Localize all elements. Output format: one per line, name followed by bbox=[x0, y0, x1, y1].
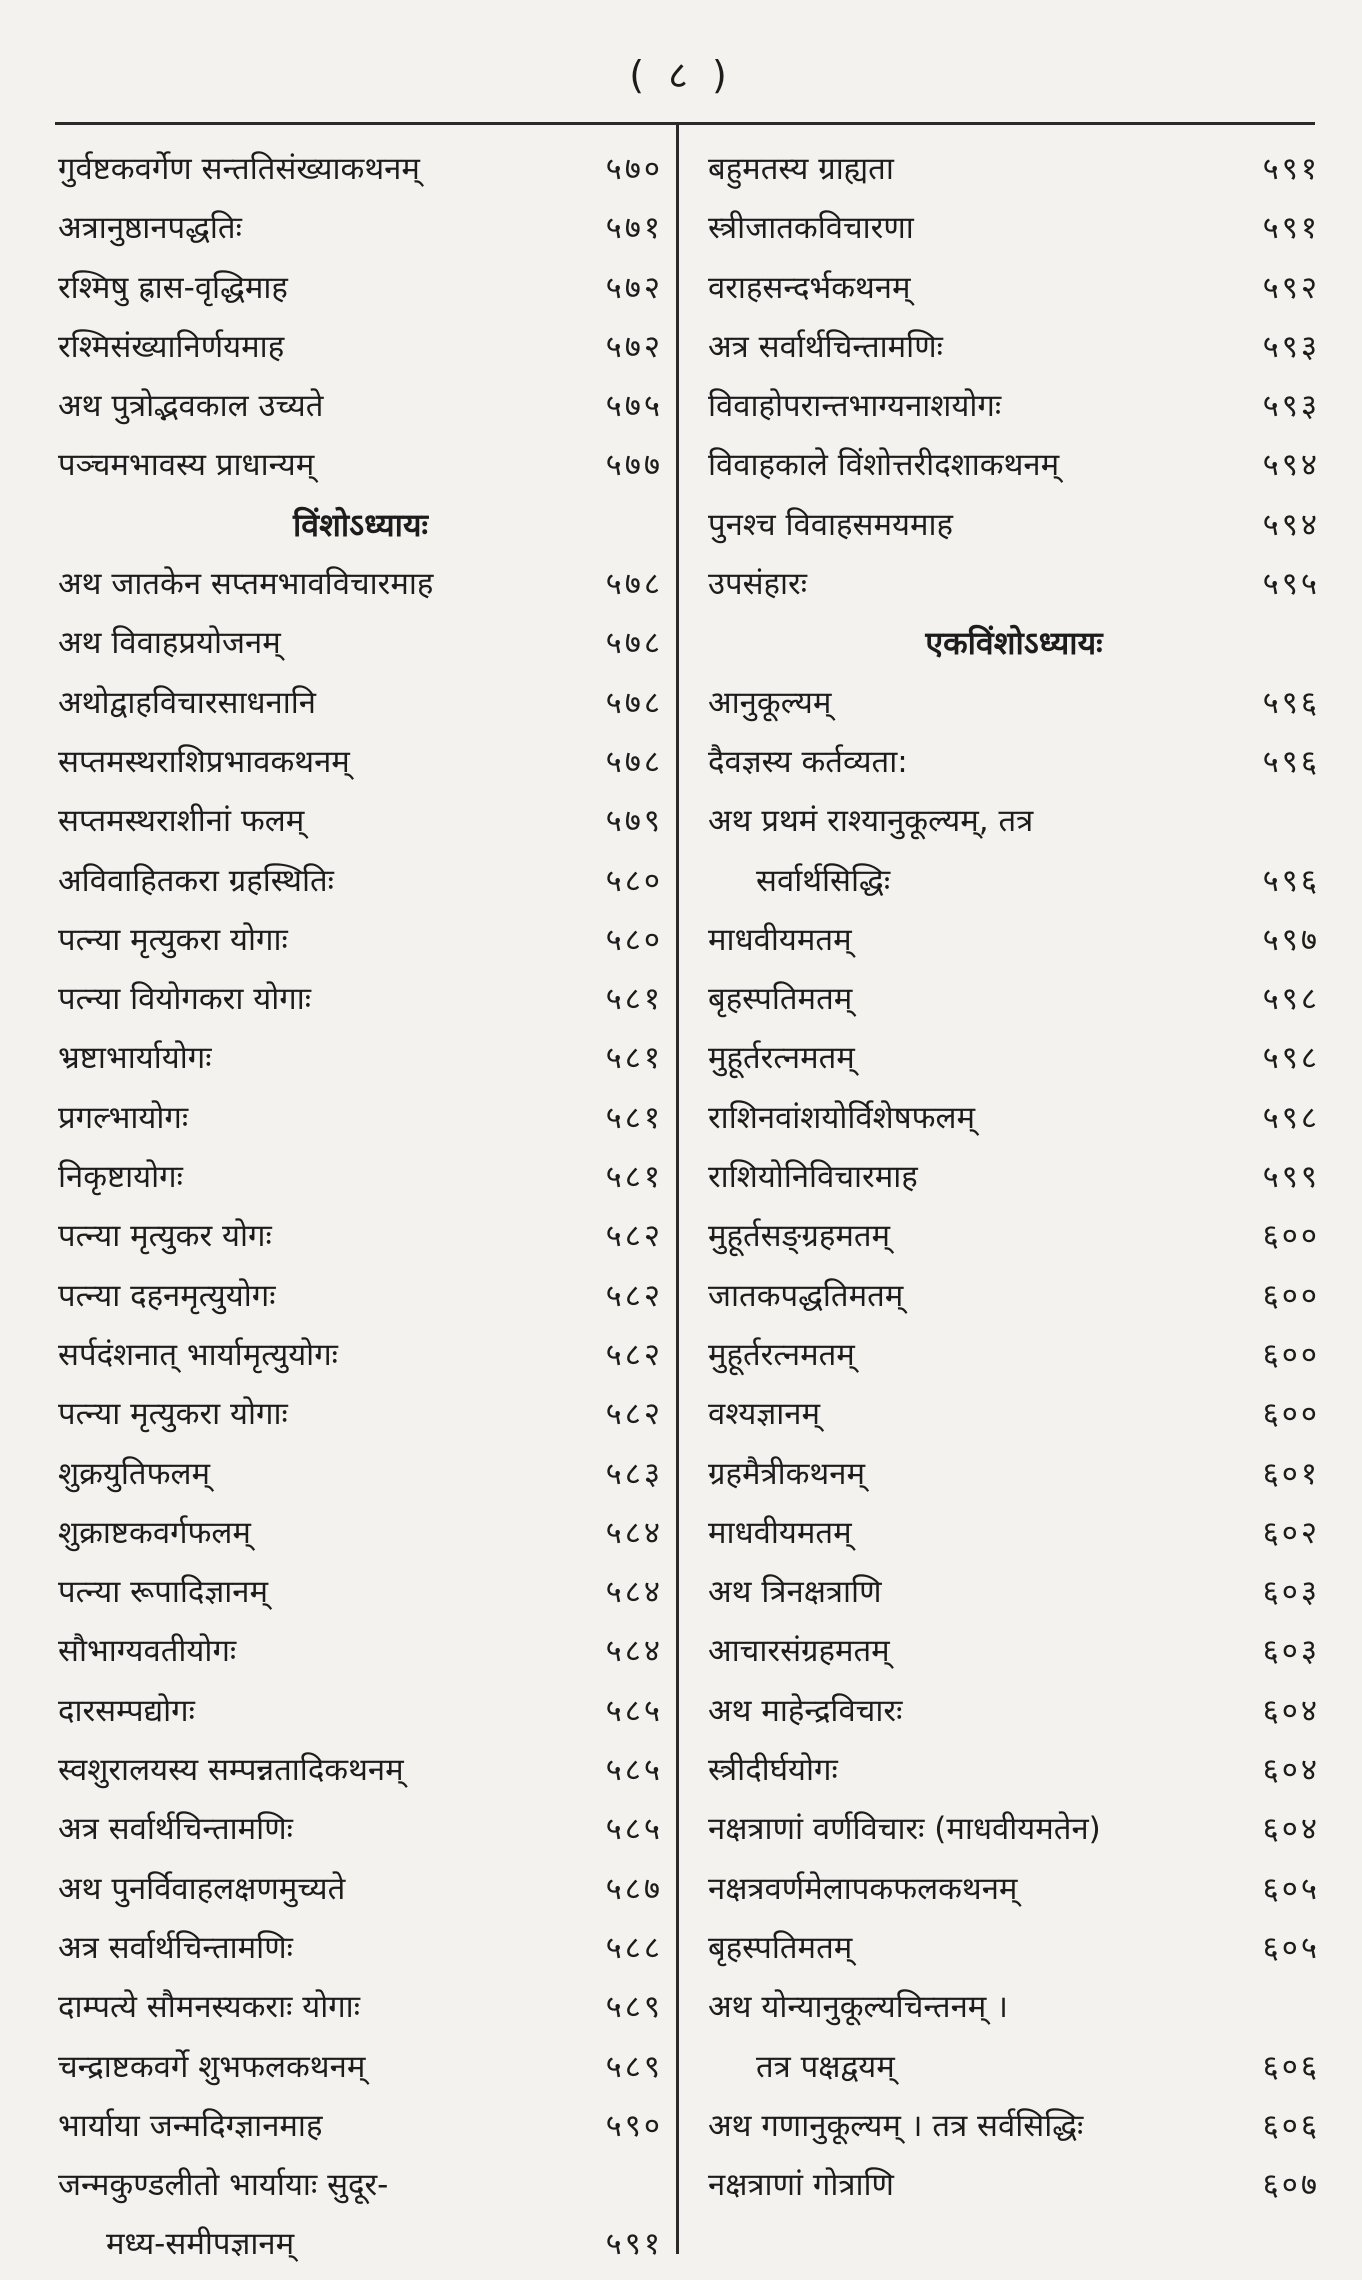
toc-entry-title: भ्रष्टाभार्यायोगः bbox=[58, 1040, 212, 1077]
toc-entry-title: अत्र सर्वार्थचिन्तामणिः bbox=[58, 1811, 293, 1848]
toc-entry-page: ५८९ bbox=[605, 2048, 663, 2085]
toc-entry-title: पुनश्च विवाहसमयमाह bbox=[708, 506, 954, 543]
toc-entry-page: ५९४ bbox=[1262, 447, 1320, 484]
toc-entry-page: ५८२ bbox=[605, 1336, 663, 1373]
toc-entry bbox=[58, 1326, 663, 1385]
toc-entry-title: पत्न्या मृत्युकरा योगाः bbox=[58, 921, 288, 958]
left-column bbox=[58, 140, 663, 2275]
toc-entry bbox=[708, 199, 1320, 258]
toc-entry-page: ५८२ bbox=[605, 1218, 663, 1255]
toc-entry-title: अथ त्रिनक्षत्राणि bbox=[708, 1574, 882, 1611]
toc-entry bbox=[58, 970, 663, 1029]
toc-entry-page: ५९६ bbox=[1262, 743, 1320, 780]
toc-entry-page: ६०२ bbox=[1262, 1514, 1320, 1551]
toc-entry bbox=[58, 674, 663, 733]
toc-entry-page: ५९० bbox=[605, 2107, 663, 2144]
toc-entry-title: अथ जातकेन सप्तमभावविचारमाह bbox=[58, 566, 434, 603]
toc-entry-page: ५९१ bbox=[1262, 151, 1320, 187]
toc-entry-title: शुक्रयुतिफलम् bbox=[58, 1455, 211, 1492]
toc-entry-page: ५८९ bbox=[605, 1989, 663, 2026]
toc-entry-page: ५९६ bbox=[1262, 862, 1320, 899]
toc-entry bbox=[58, 911, 663, 970]
toc-entry-title: अथ योन्यानुकूल्यचिन्तनम् । bbox=[708, 1989, 1008, 2026]
toc-entry-page: ५८१ bbox=[605, 981, 663, 1018]
toc-entry-title: पत्न्या मृत्युकर योगः bbox=[58, 1218, 272, 1255]
toc-entry-title: प्रगल्भायोगः bbox=[58, 1099, 189, 1136]
toc-entry bbox=[58, 1385, 663, 1444]
toc-entry bbox=[708, 1267, 1320, 1326]
toc-entry-page: ५९२ bbox=[1262, 269, 1320, 306]
toc-entry-page: ५७८ bbox=[605, 625, 663, 662]
toc-entry-title: गुर्वष्टकवर्गेण सन्ततिसंख्याकथनम् bbox=[58, 151, 420, 187]
toc-entry-title: नक्षत्राणां वर्णविचारः (माधवीयमतेन) bbox=[708, 1811, 1101, 1848]
toc-entry-title: राशिनवांशयोर्विशेषफलम् bbox=[708, 1099, 976, 1136]
chapter-heading-text: विंशोऽध्यायः bbox=[293, 505, 428, 544]
toc-entry-title: दारसम्पद्योगः bbox=[58, 1692, 195, 1729]
toc-entry-title: वराहसन्दर्भकथनम् bbox=[708, 269, 911, 306]
toc-entry-page: ५९६ bbox=[1262, 684, 1320, 721]
right-column bbox=[708, 140, 1320, 2215]
toc-entry bbox=[58, 1919, 663, 1978]
toc-entry bbox=[708, 1563, 1320, 1622]
toc-entry bbox=[708, 1207, 1320, 1266]
toc-entry-page: ६०४ bbox=[1262, 1752, 1320, 1789]
toc-entry bbox=[708, 2156, 1320, 2215]
toc-entry bbox=[58, 1622, 663, 1681]
toc-entry bbox=[708, 1029, 1320, 1088]
toc-entry-page: ५९३ bbox=[1262, 388, 1320, 425]
toc-entry-title: दैवज्ञस्य कर्तव्यता: bbox=[708, 743, 908, 780]
toc-entry bbox=[708, 792, 1320, 851]
toc-entry-page: ५८८ bbox=[605, 1929, 663, 1966]
toc-entry bbox=[58, 2156, 663, 2215]
toc-entry bbox=[58, 614, 663, 673]
toc-entry bbox=[58, 1148, 663, 1207]
toc-entry bbox=[58, 1860, 663, 1919]
toc-entry-title: राशियोनिविचारमाह bbox=[708, 1159, 918, 1196]
toc-entry bbox=[708, 1800, 1320, 1859]
toc-entry-page: ५८५ bbox=[605, 1692, 663, 1729]
toc-entry-page: ५८१ bbox=[605, 1159, 663, 1196]
column-divider bbox=[676, 124, 679, 2254]
toc-entry bbox=[708, 2038, 1320, 2097]
toc-entry-page: ५७० bbox=[605, 151, 663, 187]
toc-entry-page: ५८२ bbox=[605, 1396, 663, 1433]
toc-entry bbox=[58, 140, 663, 199]
toc-entry bbox=[58, 1267, 663, 1326]
toc-entry-page: ५७७ bbox=[605, 447, 663, 484]
toc-entry bbox=[58, 852, 663, 911]
toc-entry-title: अथोद्वाहविचारसाधनानि bbox=[58, 684, 317, 721]
toc-entry bbox=[58, 1682, 663, 1741]
toc-entry bbox=[708, 1148, 1320, 1207]
toc-entry-title: मुहूर्तरत्नमतम् bbox=[708, 1040, 855, 1077]
toc-entry-title: अथ गणानुकूल्यम् । तत्र सर्वसिद्धिः bbox=[708, 2107, 1084, 2144]
toc-entry bbox=[708, 496, 1320, 555]
toc-entry-title: अत्रानुष्ठानपद्धतिः bbox=[58, 210, 242, 247]
toc-entry-title: चन्द्राष्टकवर्गे शुभफलकथनम् bbox=[58, 2048, 366, 2085]
toc-entry bbox=[708, 1978, 1320, 2037]
toc-entry-title: मध्य-समीपज्ञानम् bbox=[106, 2226, 295, 2263]
toc-entry-page: ५९८ bbox=[1262, 981, 1320, 1018]
toc-entry-title: पत्न्या मृत्युकरा योगाः bbox=[58, 1396, 288, 1433]
toc-entry bbox=[708, 970, 1320, 1029]
toc-entry-title: अत्र सर्वार्थचिन्तामणिः bbox=[708, 328, 943, 365]
toc-entry-page: ५९१ bbox=[1262, 210, 1320, 247]
toc-entry-page: ५९८ bbox=[1262, 1040, 1320, 1077]
toc-entry bbox=[58, 436, 663, 495]
toc-entry bbox=[58, 377, 663, 436]
chapter-heading bbox=[708, 614, 1320, 673]
chapter-heading-text: एकविंशोऽध्यायः bbox=[925, 624, 1103, 663]
toc-entry bbox=[58, 1089, 663, 1148]
toc-entry-page: ६०४ bbox=[1262, 1692, 1320, 1729]
toc-entry-page: ५८३ bbox=[605, 1455, 663, 1492]
toc-entry bbox=[58, 1741, 663, 1800]
toc-entry-title: ग्रहमैत्रीकथनम् bbox=[708, 1455, 865, 1492]
toc-entry-page: ५७१ bbox=[605, 210, 663, 247]
toc-entry-title: जन्मकुण्डलीतो भार्यायाः सुदूर- bbox=[58, 2167, 389, 2204]
toc-entry-page: ५८२ bbox=[605, 1277, 663, 1314]
toc-entry-title: अथ विवाहप्रयोजनम् bbox=[58, 625, 281, 662]
toc-entry bbox=[58, 1563, 663, 1622]
toc-entry-page: ६०५ bbox=[1262, 1870, 1320, 1907]
toc-entry-page: ५९८ bbox=[1262, 1099, 1320, 1136]
toc-entry bbox=[708, 377, 1320, 436]
toc-entry bbox=[58, 199, 663, 258]
toc-entry-title: सौभाग्यवतीयोगः bbox=[58, 1633, 237, 1670]
toc-entry-title: बहुमतस्य ग्राह्यता bbox=[708, 151, 894, 187]
toc-entry-page: ५८१ bbox=[605, 1040, 663, 1077]
toc-entry-title: आनुकूल्यम् bbox=[708, 684, 832, 721]
toc-entry-page: ६०६ bbox=[1262, 2107, 1320, 2144]
toc-entry-title: स्वशुरालयस्य सम्पन्नतादिकथनम् bbox=[58, 1752, 404, 1789]
toc-entry-page: ५८७ bbox=[605, 1870, 663, 1907]
toc-entry bbox=[708, 1385, 1320, 1444]
toc-entry-title: सर्वार्थसिद्धिः bbox=[756, 862, 891, 899]
toc-entry-page: ६०० bbox=[1262, 1218, 1320, 1255]
toc-entry-page: ६०४ bbox=[1262, 1811, 1320, 1848]
toc-entry bbox=[708, 911, 1320, 970]
toc-entry bbox=[58, 1445, 663, 1504]
toc-entry-page: ६०७ bbox=[1262, 2167, 1320, 2204]
toc-entry-page: ६०० bbox=[1262, 1336, 1320, 1373]
toc-entry bbox=[58, 1504, 663, 1563]
toc-entry-page: ५७८ bbox=[605, 743, 663, 780]
toc-entry-page: ५७२ bbox=[605, 328, 663, 365]
toc-entry-title: अत्र सर्वार्थचिन्तामणिः bbox=[58, 1929, 293, 1966]
toc-entry-title: स्त्रीदीर्घयोगः bbox=[708, 1752, 838, 1789]
toc-entry-page: ५७९ bbox=[605, 803, 663, 840]
toc-entry bbox=[58, 733, 663, 792]
toc-entry-title: सप्तमस्थराशिप्रभावकथनम् bbox=[58, 743, 350, 780]
toc-entry bbox=[708, 2097, 1320, 2156]
toc-entry bbox=[708, 1326, 1320, 1385]
toc-entry-page: ५८५ bbox=[605, 1752, 663, 1789]
toc-entry-page: ६०० bbox=[1262, 1396, 1320, 1433]
toc-entry-title: अथ पुनर्विवाहलक्षणमुच्यते bbox=[58, 1870, 346, 1907]
toc-entry bbox=[708, 555, 1320, 614]
toc-entry-title: नक्षत्राणां गोत्राणि bbox=[708, 2167, 894, 2204]
toc-entry-page: ६०३ bbox=[1262, 1574, 1320, 1611]
toc-entry-page: ५९३ bbox=[1262, 328, 1320, 365]
toc-entry bbox=[708, 436, 1320, 495]
toc-entry-page: ६०० bbox=[1262, 1277, 1320, 1314]
toc-entry-title: मुहूर्तरत्नमतम् bbox=[708, 1336, 855, 1373]
toc-entry-page: ५८० bbox=[605, 862, 663, 899]
toc-entry bbox=[708, 1682, 1320, 1741]
toc-entry bbox=[58, 318, 663, 377]
toc-entry-page: ५७५ bbox=[605, 388, 663, 425]
toc-entry-page: ५९९ bbox=[1262, 1159, 1320, 1196]
toc-entry-title: अथ प्रथमं राश्यानुकूल्यम्, तत्र bbox=[708, 803, 1034, 840]
toc-entry bbox=[708, 1622, 1320, 1681]
toc-entry-page: ५९१ bbox=[605, 2226, 663, 2263]
toc-entry-page: ६०३ bbox=[1262, 1633, 1320, 1670]
toc-entry-page: ५९७ bbox=[1262, 921, 1320, 958]
toc-entry-title: रश्मिषु ह्रास-वृद्धिमाह bbox=[58, 269, 288, 306]
toc-entry bbox=[708, 674, 1320, 733]
toc-entry-page: ५७२ bbox=[605, 269, 663, 306]
toc-entry bbox=[58, 1800, 663, 1859]
toc-entry-title: अविवाहितकरा ग्रहस्थितिः bbox=[58, 862, 334, 899]
toc-entry-title: आचारसंग्रहमतम् bbox=[708, 1633, 890, 1670]
toc-entry bbox=[58, 1978, 663, 2037]
toc-entry-page: ५८४ bbox=[605, 1574, 663, 1611]
toc-entry bbox=[708, 259, 1320, 318]
toc-entry-title: नक्षत्रवर्णमेलापकफलकथनम् bbox=[708, 1870, 1018, 1907]
toc-entry-title: स्त्रीजातकविचारणा bbox=[708, 210, 914, 247]
toc-entry-page: ६०१ bbox=[1262, 1455, 1320, 1492]
toc-entry-title: रश्मिसंख्यानिर्णयमाह bbox=[58, 328, 285, 365]
toc-entry-title: पञ्चमभावस्य प्राधान्यम् bbox=[58, 447, 315, 484]
toc-entry-title: उपसंहारः bbox=[708, 566, 807, 603]
toc-entry-page: ५९५ bbox=[1262, 566, 1320, 603]
toc-entry bbox=[708, 318, 1320, 377]
top-rule bbox=[55, 122, 1315, 125]
toc-entry bbox=[58, 259, 663, 318]
toc-entry-page: ५८० bbox=[605, 921, 663, 958]
chapter-heading bbox=[58, 496, 663, 555]
toc-entry-page: ६०६ bbox=[1262, 2048, 1320, 2085]
toc-entry-title: पत्न्या वियोगकरा योगाः bbox=[58, 981, 311, 1018]
toc-entry-title: माधवीयमतम् bbox=[708, 1514, 852, 1551]
toc-entry-page: ५७८ bbox=[605, 566, 663, 603]
toc-entry bbox=[708, 1504, 1320, 1563]
toc-entry bbox=[708, 1919, 1320, 1978]
toc-entry bbox=[58, 2038, 663, 2097]
toc-entry bbox=[708, 852, 1320, 911]
toc-entry-title: सप्तमस्थराशीनां फलम् bbox=[58, 803, 305, 840]
toc-entry-page: ६०५ bbox=[1262, 1929, 1320, 1966]
toc-entry-title: अथ माहेन्द्रविचारः bbox=[708, 1692, 903, 1729]
toc-entry bbox=[708, 140, 1320, 199]
toc-entry bbox=[58, 1029, 663, 1088]
toc-entry-title: वश्यज्ञानम् bbox=[708, 1396, 821, 1433]
toc-entry-title: दाम्पत्ये सौमनस्यकराः योगाः bbox=[58, 1989, 360, 2026]
toc-entry-title: विवाहकाले विंशोत्तरीदशाकथनम् bbox=[708, 447, 1060, 484]
toc-entry-title: तत्र पक्षद्वयम् bbox=[756, 2048, 895, 2085]
toc-entry bbox=[58, 1207, 663, 1266]
toc-entry-page: ५८४ bbox=[605, 1514, 663, 1551]
page-number: ( ८ ) bbox=[629, 53, 733, 97]
toc-entry-title: शुक्राष्टकवर्गफलम् bbox=[58, 1514, 251, 1551]
toc-entry bbox=[708, 733, 1320, 792]
toc-entry bbox=[708, 1860, 1320, 1919]
toc-entry-title: बृहस्पतिमतम् bbox=[708, 1929, 853, 1966]
toc-entry-page: ५८१ bbox=[605, 1099, 663, 1136]
toc-entry-title: माधवीयमतम् bbox=[708, 921, 852, 958]
toc-entry-title: जातकपद्धतिमतम् bbox=[708, 1277, 904, 1314]
toc-entry-page: ५७८ bbox=[605, 684, 663, 721]
toc-entry bbox=[58, 555, 663, 614]
toc-entry-title: विवाहोपरान्तभाग्यनाशयोगः bbox=[708, 388, 1002, 425]
toc-entry-page: ५८४ bbox=[605, 1633, 663, 1670]
toc-entry-page: ५९४ bbox=[1262, 506, 1320, 543]
toc-entry-title: मुहूर्तसङ्ग्रहमतम् bbox=[708, 1218, 891, 1255]
toc-entry-title: सर्पदंशनात् भार्यामृत्युयोगः bbox=[58, 1336, 338, 1373]
toc-entry-title: बृहस्पतिमतम् bbox=[708, 981, 853, 1018]
toc-entry bbox=[58, 792, 663, 851]
toc-entry bbox=[708, 1741, 1320, 1800]
toc-entry-page: ५८५ bbox=[605, 1811, 663, 1848]
toc-entry-title: निकृष्टायोगः bbox=[58, 1159, 183, 1196]
toc-entry bbox=[708, 1089, 1320, 1148]
toc-entry-title: अथ पुत्रोद्भवकाल उच्यते bbox=[58, 388, 324, 425]
toc-entry bbox=[708, 1445, 1320, 1504]
toc-entry-title: पत्न्या रूपादिज्ञानम् bbox=[58, 1574, 268, 1611]
toc-entry-title: भार्याया जन्मदिग्ज्ञानमाह bbox=[58, 2107, 323, 2144]
toc-entry bbox=[58, 2215, 663, 2274]
toc-entry-title: पत्न्या दहनमृत्युयोगः bbox=[58, 1277, 276, 1314]
toc-entry bbox=[58, 2097, 663, 2156]
